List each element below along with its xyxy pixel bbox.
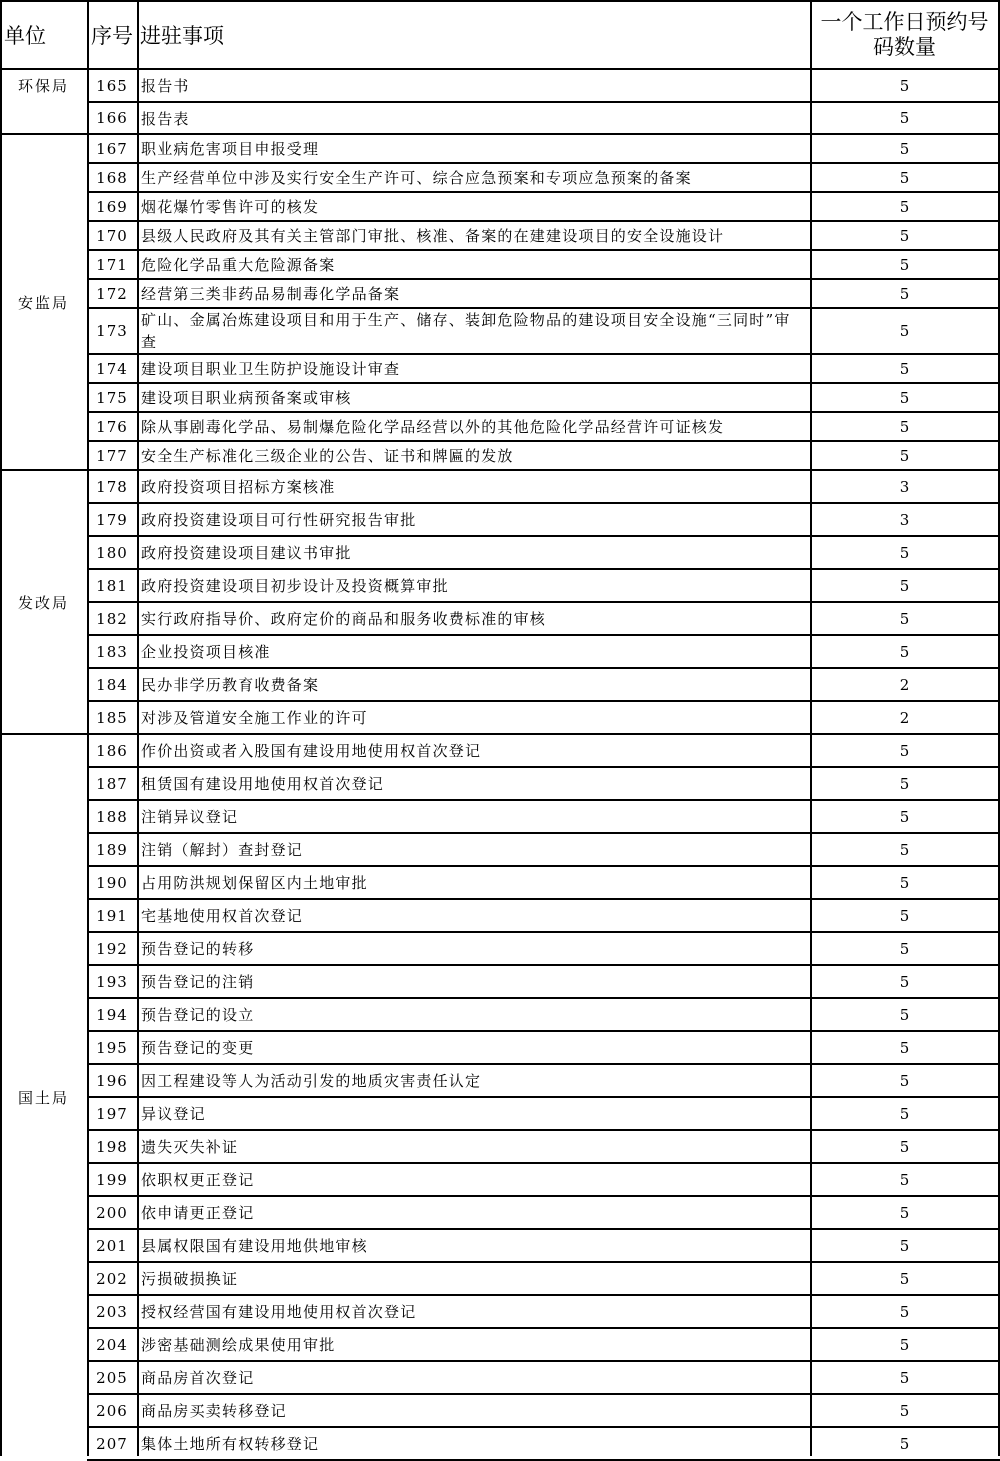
seq-cell: 200 bbox=[96, 1203, 128, 1222]
quota-cell: 5 bbox=[899, 1434, 910, 1453]
item-cell: 租赁国有建设用地使用权首次登记 bbox=[141, 775, 385, 793]
seq-cell: 172 bbox=[96, 284, 128, 303]
seq-cell: 176 bbox=[96, 417, 128, 436]
table-left-border bbox=[0, 0, 2, 1456]
header-unit: 单位 bbox=[4, 23, 46, 48]
item-cell: 建设项目职业病预备案或审核 bbox=[141, 389, 352, 407]
item-cell: 政府投资项目招标方案核准 bbox=[141, 478, 336, 496]
seq-cell: 175 bbox=[96, 388, 128, 407]
quota-cell: 5 bbox=[899, 741, 910, 760]
quota-cell: 5 bbox=[899, 543, 910, 562]
quota-cell: 5 bbox=[899, 446, 910, 465]
seq-cell: 205 bbox=[96, 1368, 128, 1387]
quota-cell: 5 bbox=[899, 972, 910, 991]
item-cell: 预告登记的转移 bbox=[141, 940, 255, 958]
seq-cell: 177 bbox=[96, 446, 128, 465]
quota-cell: 5 bbox=[899, 168, 910, 187]
quota-cell: 5 bbox=[899, 774, 910, 793]
quota-cell: 5 bbox=[899, 1071, 910, 1090]
quota-cell: 5 bbox=[899, 417, 910, 436]
quota-cell: 5 bbox=[899, 1005, 910, 1024]
quota-cell: 5 bbox=[899, 359, 910, 378]
seq-cell: 183 bbox=[96, 642, 128, 661]
item-cell: 民办非学历教育收费备案 bbox=[141, 676, 320, 694]
seq-cell: 184 bbox=[96, 675, 128, 694]
item-cell: 异议登记 bbox=[141, 1105, 206, 1123]
item-cell: 占用防洪规划保留区内土地审批 bbox=[141, 874, 368, 892]
quota-cell: 5 bbox=[899, 906, 910, 925]
item-cell: 县级人民政府及其有关主管部门审批、核准、备案的在建建设项目的安全设施设计 bbox=[141, 227, 725, 245]
seq-cell: 180 bbox=[96, 543, 128, 562]
quota-cell: 3 bbox=[899, 477, 910, 496]
seq-cell: 199 bbox=[96, 1170, 128, 1189]
item-cell: 作价出资或者入股国有建设用地使用权首次登记 bbox=[141, 742, 482, 760]
seq-cell: 191 bbox=[96, 906, 128, 925]
seq-cell: 201 bbox=[96, 1236, 128, 1255]
quota-cell: 5 bbox=[899, 1269, 910, 1288]
header-item: 进驻事项 bbox=[140, 23, 224, 48]
seq-cell: 169 bbox=[96, 197, 128, 216]
seq-cell: 207 bbox=[96, 1434, 128, 1453]
quota-cell: 5 bbox=[899, 840, 910, 859]
quota-cell: 5 bbox=[899, 1104, 910, 1123]
seq-cell: 186 bbox=[96, 741, 128, 760]
item-cell: 预告登记的变更 bbox=[141, 1039, 255, 1057]
seq-cell: 193 bbox=[96, 972, 128, 991]
quota-cell: 5 bbox=[899, 1137, 910, 1156]
quota-cell: 5 bbox=[899, 1203, 910, 1222]
quota-cell: 2 bbox=[899, 708, 910, 727]
item-cell: 职业病危害项目申报受理 bbox=[141, 140, 320, 158]
seq-cell: 204 bbox=[96, 1335, 128, 1354]
quota-cell: 5 bbox=[899, 1038, 910, 1057]
item-cell: 报告书 bbox=[141, 77, 190, 95]
quota-cell: 5 bbox=[899, 388, 910, 407]
item-cell: 政府投资建设项目建议书审批 bbox=[141, 544, 352, 562]
seq-cell: 203 bbox=[96, 1302, 128, 1321]
seq-cell: 171 bbox=[96, 255, 128, 274]
quota-cell: 5 bbox=[899, 609, 910, 628]
quota-cell: 5 bbox=[899, 284, 910, 303]
quota-cell: 5 bbox=[899, 139, 910, 158]
seq-cell: 197 bbox=[96, 1104, 128, 1123]
seq-cell: 168 bbox=[96, 168, 128, 187]
row-divider bbox=[87, 1459, 1000, 1461]
item-cell: 涉密基础测绘成果使用审批 bbox=[141, 1336, 336, 1354]
quota-cell: 5 bbox=[899, 1236, 910, 1255]
quota-cell: 2 bbox=[899, 675, 910, 694]
quota-cell: 3 bbox=[899, 510, 910, 529]
item-cell: 县属权限国有建设用地供地审核 bbox=[141, 1237, 368, 1255]
quota-cell: 5 bbox=[899, 1401, 910, 1420]
item-cell: 企业投资项目核准 bbox=[141, 643, 271, 661]
item-cell: 对涉及管道安全施工作业的许可 bbox=[141, 709, 368, 727]
quota-cell: 5 bbox=[899, 939, 910, 958]
quota-cell: 5 bbox=[899, 576, 910, 595]
item-cell: 政府投资建设项目初步设计及投资概算审批 bbox=[141, 577, 449, 595]
quota-cell: 5 bbox=[899, 255, 910, 274]
seq-cell: 173 bbox=[96, 322, 128, 340]
item-cell: 矿山、金属冶炼建设项目和用于生产、储存、装卸危险物品的建设项目安全设施“三同时”审查 bbox=[141, 311, 791, 351]
seq-cell: 165 bbox=[96, 76, 128, 95]
item-cell: 危险化学品重大危险源备案 bbox=[141, 256, 336, 274]
table-top-border bbox=[0, 0, 1000, 2]
seq-cell: 188 bbox=[96, 807, 128, 826]
seq-cell: 167 bbox=[96, 139, 128, 158]
item-cell: 商品房买卖转移登记 bbox=[141, 1402, 287, 1420]
item-cell: 建设项目职业卫生防护设施设计审查 bbox=[141, 360, 401, 378]
header-quota: 一个工作日预约号码数量 bbox=[820, 9, 989, 59]
item-cell: 依职权更正登记 bbox=[141, 1171, 255, 1189]
seq-cell: 202 bbox=[96, 1269, 128, 1288]
item-cell: 遗失灭失补证 bbox=[141, 1138, 239, 1156]
quota-cell: 5 bbox=[899, 76, 910, 95]
item-cell: 实行政府指导价、政府定价的商品和服务收费标准的审核 bbox=[141, 610, 547, 628]
item-cell: 商品房首次登记 bbox=[141, 1369, 255, 1387]
seq-cell: 192 bbox=[96, 939, 128, 958]
item-cell: 安全生产标准化三级企业的公告、证书和牌匾的发放 bbox=[141, 447, 514, 465]
item-cell: 集体土地所有权转移登记 bbox=[141, 1435, 320, 1453]
column-divider bbox=[137, 0, 139, 1456]
quota-cell: 5 bbox=[899, 873, 910, 892]
seq-cell: 179 bbox=[96, 510, 128, 529]
seq-cell: 182 bbox=[96, 609, 128, 628]
item-cell: 污损破损换证 bbox=[141, 1270, 239, 1288]
seq-cell: 194 bbox=[96, 1005, 128, 1024]
seq-cell: 174 bbox=[96, 359, 128, 378]
seq-cell: 195 bbox=[96, 1038, 128, 1057]
seq-cell: 190 bbox=[96, 873, 128, 892]
item-cell: 政府投资建设项目可行性研究报告审批 bbox=[141, 511, 417, 529]
item-cell: 授权经营国有建设用地使用权首次登记 bbox=[141, 1303, 417, 1321]
item-cell: 因工程建设等人为活动引发的地质灾害责任认定 bbox=[141, 1072, 482, 1090]
table-right-border bbox=[998, 0, 1000, 1456]
unit-cell: 发改局 bbox=[17, 593, 69, 612]
quota-cell: 5 bbox=[899, 1170, 910, 1189]
quota-cell: 5 bbox=[899, 226, 910, 245]
item-cell: 烟花爆竹零售许可的核发 bbox=[141, 198, 320, 216]
seq-cell: 198 bbox=[96, 1137, 128, 1156]
quota-cell: 5 bbox=[899, 1335, 910, 1354]
item-cell: 经营第三类非药品易制毒化学品备案 bbox=[141, 285, 401, 303]
seq-cell: 181 bbox=[96, 576, 128, 595]
seq-cell: 166 bbox=[96, 109, 128, 127]
quota-cell: 5 bbox=[899, 807, 910, 826]
header-divider bbox=[0, 68, 1000, 70]
seq-cell: 189 bbox=[96, 840, 128, 859]
item-cell: 注销异议登记 bbox=[141, 808, 239, 826]
column-divider bbox=[810, 0, 812, 1456]
seq-cell: 187 bbox=[96, 774, 128, 793]
seq-cell: 196 bbox=[96, 1071, 128, 1090]
item-cell: 报告表 bbox=[141, 109, 190, 128]
quota-cell: 5 bbox=[899, 1368, 910, 1387]
seq-cell: 170 bbox=[96, 226, 128, 245]
column-divider bbox=[87, 0, 89, 1456]
item-cell: 注销（解封）查封登记 bbox=[141, 841, 304, 859]
item-cell: 生产经营单位中涉及实行安全生产许可、综合应急预案和专项应急预案的备案 bbox=[141, 169, 692, 187]
unit-cell: 安监局 bbox=[17, 293, 69, 312]
seq-cell: 206 bbox=[96, 1401, 128, 1420]
unit-cell: 环保局 bbox=[17, 77, 69, 95]
quota-cell: 5 bbox=[899, 642, 910, 661]
seq-cell: 185 bbox=[96, 708, 128, 727]
item-cell: 宅基地使用权首次登记 bbox=[141, 907, 304, 925]
header-seq: 序号 bbox=[91, 23, 133, 48]
quota-cell: 5 bbox=[899, 197, 910, 216]
item-cell: 预告登记的设立 bbox=[141, 1006, 255, 1024]
quota-cell: 5 bbox=[899, 109, 910, 127]
item-cell: 除从事剧毒化学品、易制爆危险化学品经营以外的其他危险化学品经营许可证核发 bbox=[141, 418, 725, 436]
quota-cell: 5 bbox=[899, 322, 910, 340]
item-cell: 依申请更正登记 bbox=[141, 1204, 255, 1222]
unit-cell: 国土局 bbox=[17, 1088, 69, 1107]
quota-cell: 5 bbox=[899, 1302, 910, 1321]
seq-cell: 178 bbox=[96, 477, 128, 496]
item-cell: 预告登记的注销 bbox=[141, 973, 255, 991]
